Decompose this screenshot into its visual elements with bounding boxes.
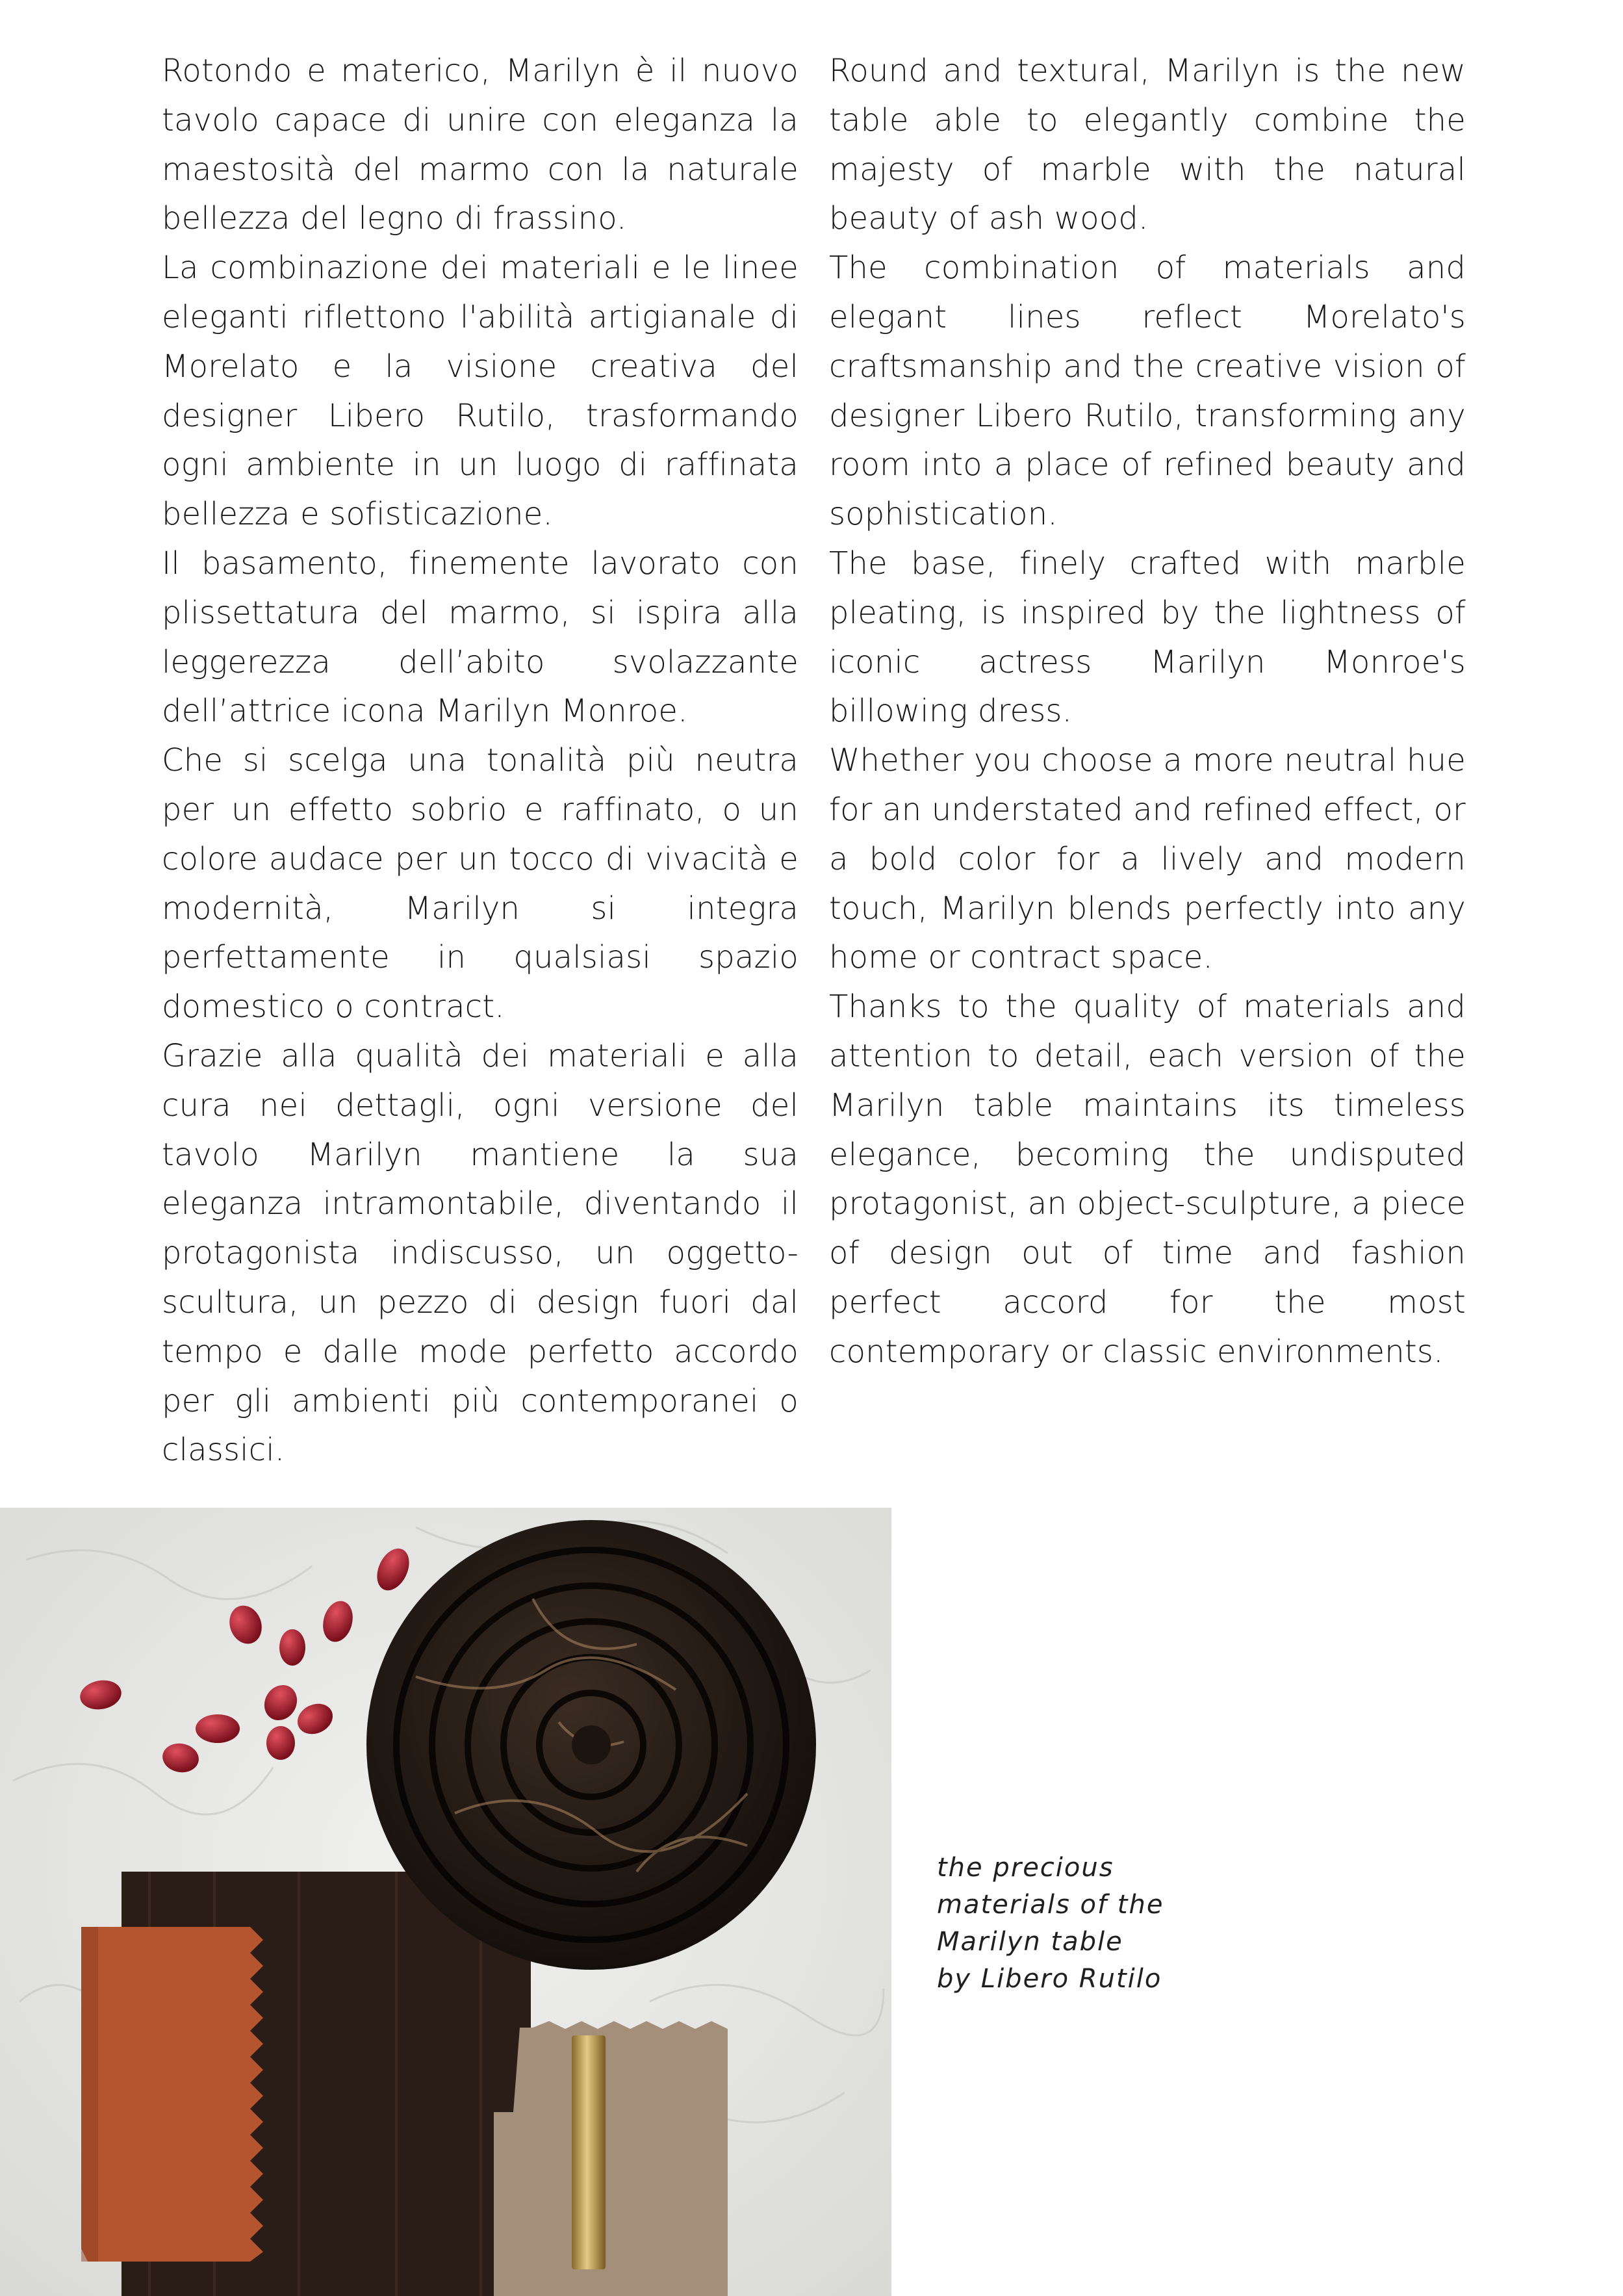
caption-line-1: the precious <box>937 1853 1114 1883</box>
english-paragraph-1: Round and textural, Marilyn is the new table able to elegantly combine the majesty of marble with the natural beauty of ash wood. <box>829 53 1466 237</box>
italian-paragraph-3: Il basamento, finemente lavorato con plissettatura del marmo, si ispira alla leggerezza dell’abito svolazzante dell’attrice icona Marilyn Monroe. <box>162 545 799 730</box>
english-paragraph-2: The combination of materials and elegant lines reflect Morelato's craftsmanship and the creative vision of designer Libero Rutilo, transforming any room into a place of refined beauty and sophistication. <box>829 250 1466 533</box>
italian-text-column <box>162 47 799 1475</box>
caption-line-2: materials of the <box>937 1890 1164 1920</box>
caption-line-3: Marilyn table <box>937 1927 1123 1957</box>
english-paragraph-3: The base, finely crafted with marble pleating, is inspired by the lightness of iconic actress Marilyn Monroe's billowing dress. <box>829 545 1466 730</box>
caption-line-4: by Libero Rutilo <box>937 1964 1162 1994</box>
italian-paragraph-5: Grazie alla qualità dei materiali e alla cura nei dettagli, ogni versione del tavolo Marilyn mantiene la sua eleganza intramontabile, diventando il protagonista indiscusso, un oggetto-scultura, un pezzo di design fuori dal tempo e dalle mode perfetto accordo per gli ambienti più contemporanei o classici. <box>162 1037 799 1469</box>
photo-caption <box>937 1850 1275 1998</box>
materials-photo <box>0 1508 891 2296</box>
italian-paragraph-1: Rotondo e materico, Marilyn è il nuovo tavolo capace di unire con eleganza la maestosità del marmo con la naturale bellezza del legno di frassino. <box>162 53 799 237</box>
english-paragraph-4: Whether you choose a more neutral hue for an understated and refined effect, or a bold color for a lively and modern touch, Marilyn blends perfectly into any home or contract space. <box>829 742 1466 976</box>
italian-paragraph-2: La combinazione dei materiali e le linee eleganti riflettono l'abilità artigianale di Morelato e la visione creativa del designer Libero Rutilo, trasformando ogni ambiente in un luogo di raffinata bellezza e sofisticazione. <box>162 250 799 533</box>
english-text-column <box>829 47 1466 1377</box>
italian-paragraph-4: Che si scelga una tonalità più neutra per un effetto sobrio e raffinato, o un colore audace per un tocco di vivacità e modernità, Marilyn si integra perfettamente in qualsiasi spazio domestico o contract. <box>162 742 799 1025</box>
english-paragraph-5: Thanks to the quality of materials and attention to detail, each version of the Marilyn table maintains its timeless elegance, becoming the undisputed protagonist, an object-sculpture, a piece of design out of time and fashion perfect accord for the most contemporary or classic environments. <box>829 988 1466 1370</box>
